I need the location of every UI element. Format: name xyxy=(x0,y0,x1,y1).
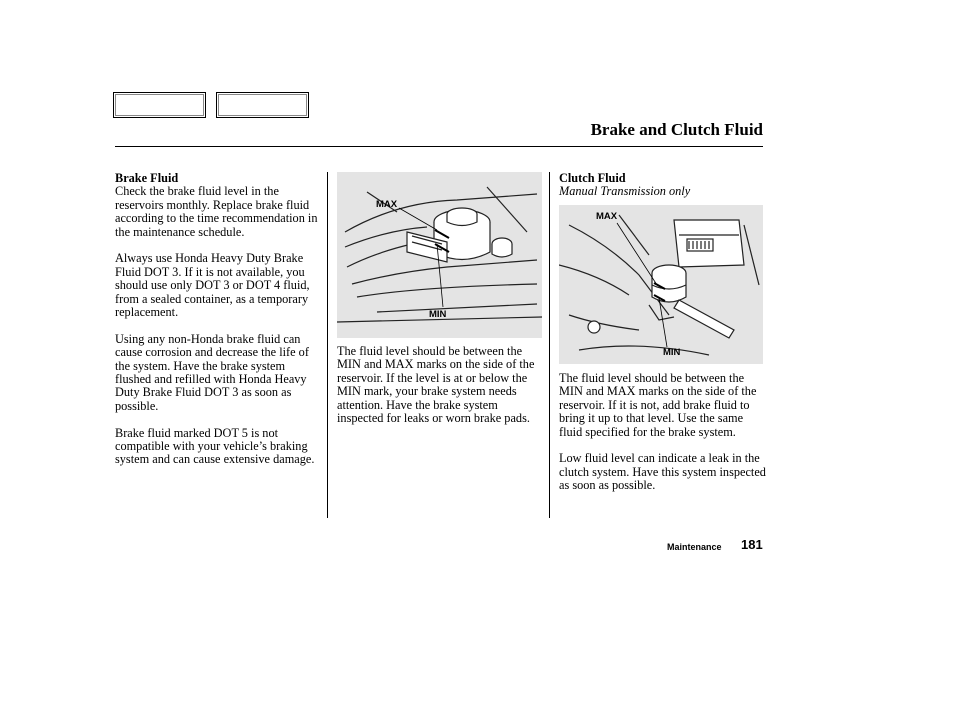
clutch-reservoir-drawing xyxy=(559,205,763,364)
paragraph: Check the brake fluid level in the reservoirs monthly. Replace brake fluid according to the time recommendation in the maintenance schedule. xyxy=(115,184,318,239)
nav-button-next[interactable] xyxy=(216,92,309,118)
brake-fluid-heading: Brake Fluid xyxy=(115,171,179,185)
column-divider xyxy=(549,172,550,518)
footer-section-name: Maintenance xyxy=(667,542,722,552)
min-label: MIN xyxy=(429,309,447,320)
page-title: Brake and Clutch Fluid xyxy=(590,120,763,139)
clutch-level-text xyxy=(559,372,767,506)
clutch-reservoir-illustration xyxy=(559,205,763,364)
clutch-fluid-column xyxy=(559,172,767,199)
paragraph: Brake fluid marked DOT 5 is not compatible with your vehicle’s braking system and can cause extensive damage. xyxy=(115,425,315,467)
title-rule xyxy=(115,146,763,147)
column-divider xyxy=(327,172,328,518)
brake-reservoir-illustration xyxy=(337,172,542,338)
brake-level-column xyxy=(337,345,545,439)
page-number: 181 xyxy=(741,537,763,552)
paragraph: Low fluid level can indicate a leak in the clutch system. Have this system inspected as soon as possible. xyxy=(559,451,766,493)
paragraph: Always use Honda Heavy Duty Brake Fluid DOT 3. If it is not available, you should use only DOT 3 or DOT 4 fluid, from a sealed container, as a temporary replacement. xyxy=(115,251,310,320)
paragraph: Using any non-Honda brake fluid can cause corrosion and decrease the life of the system. Have the brake system flushed and refilled with Honda Heavy Duty Brake Fluid DOT 3 as soon as possible. xyxy=(115,331,309,413)
paragraph: The fluid level should be between the MIN and MAX marks on the side of the reservoir. If it is not, add brake fluid to bring it up to that level. Use the same fluid specified for the brake system. xyxy=(559,371,757,439)
max-label: MAX xyxy=(596,211,618,222)
clutch-fluid-subheading: Manual Transmission only xyxy=(559,184,691,199)
min-label: MIN xyxy=(663,347,681,358)
clutch-fluid-heading: Clutch Fluid xyxy=(559,171,626,185)
nav-button-previous[interactable] xyxy=(113,92,206,118)
brake-fluid-column xyxy=(115,172,323,480)
paragraph: The fluid level should be between the MIN and MAX marks on the side of the reservoir. If the level is at or below the MIN mark, your brake system needs attention. Have the brake system inspected for leaks or worn brake pads. xyxy=(337,344,535,426)
max-label: MAX xyxy=(376,199,398,210)
